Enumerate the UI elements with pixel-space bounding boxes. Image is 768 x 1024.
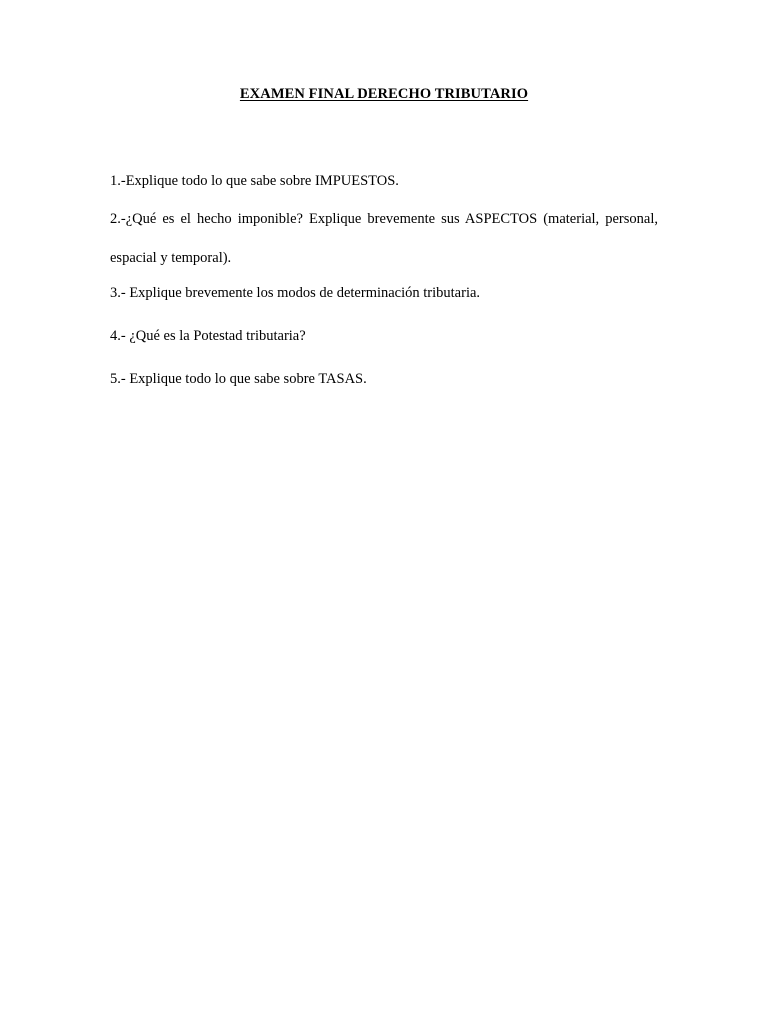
page-title: EXAMEN FINAL DERECHO TRIBUTARIO <box>239 86 529 102</box>
question-2: 2.-¿Qué es el hecho imponible? Explique brevemente sus ASPECTOS (material, personal, espacial y temporal). <box>110 211 658 266</box>
question-5: 5.- Explique todo lo que sabe sobre TASAS. <box>110 371 367 387</box>
question-1: 1.-Explique todo lo que sabe sobre IMPUESTOS. <box>110 173 399 189</box>
question-3: 3.- Explique brevemente los modos de determinación tributaria. <box>110 285 481 301</box>
question-list <box>110 171 658 407</box>
question-4: 4.- ¿Qué es la Potestad tributaria? <box>110 328 306 344</box>
